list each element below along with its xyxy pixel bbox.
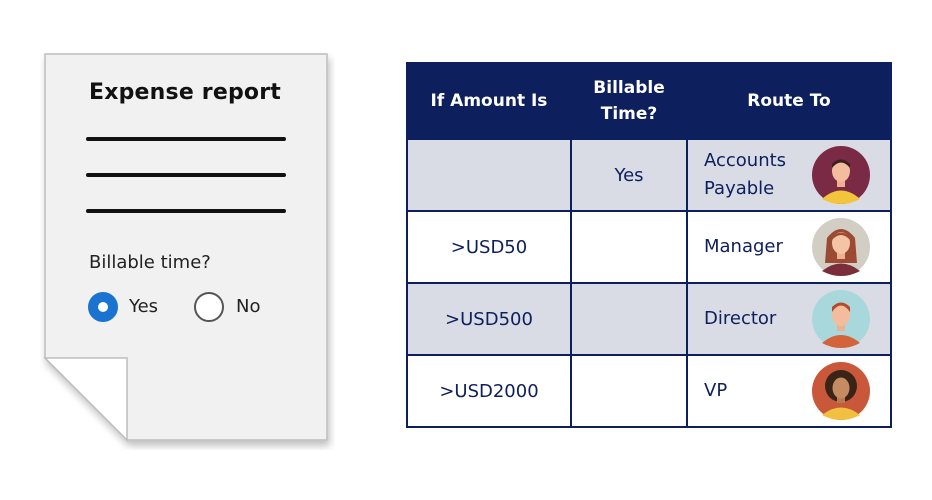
form-title: Expense report [88,80,282,105]
route-label: Manager [704,236,783,257]
route-cell [687,139,891,211]
table-row [407,211,891,283]
paper-sheet [40,52,335,450]
amount-cell [407,139,571,211]
billable-cell: Yes [571,139,687,211]
table-header-row [407,63,891,139]
route-line1: Accounts [704,150,787,171]
billable-cell [571,355,687,427]
route-line2: Payable [704,178,775,199]
routing-table [406,62,892,428]
radio-yes-label: Yes [129,296,159,317]
person-icon-manager [812,218,870,276]
route-label: VP [704,380,728,401]
route-cell [687,283,891,355]
radio-yes[interactable] [88,292,118,322]
text-line [86,209,286,213]
amount-cell: >USD500 [407,283,571,355]
billable-cell [571,283,687,355]
header-billable-line1: Billable [593,78,665,98]
header-route: Route To [687,63,891,139]
expense-report-form [40,52,335,450]
table-row [407,355,891,427]
text-line [86,137,286,141]
route-label: Director [704,308,777,329]
table-row [407,283,891,355]
route-cell [687,211,891,283]
route-label [704,147,786,203]
radio-no[interactable] [194,292,224,322]
header-billable [571,63,687,139]
person-icon-director [812,290,870,348]
table-row [407,139,891,211]
radio-no-label: No [236,296,261,317]
person-icon-accounts-payable [812,146,870,204]
folded-corner [45,358,127,440]
text-line [86,173,286,177]
person-icon-vp [812,362,870,420]
header-amount: If Amount Is [407,63,571,139]
billable-question: Billable time? [89,252,211,273]
header-billable-line2: Time? [600,104,658,124]
route-cell [687,355,891,427]
amount-cell: >USD2000 [407,355,571,427]
amount-cell: >USD50 [407,211,571,283]
billable-cell [571,211,687,283]
